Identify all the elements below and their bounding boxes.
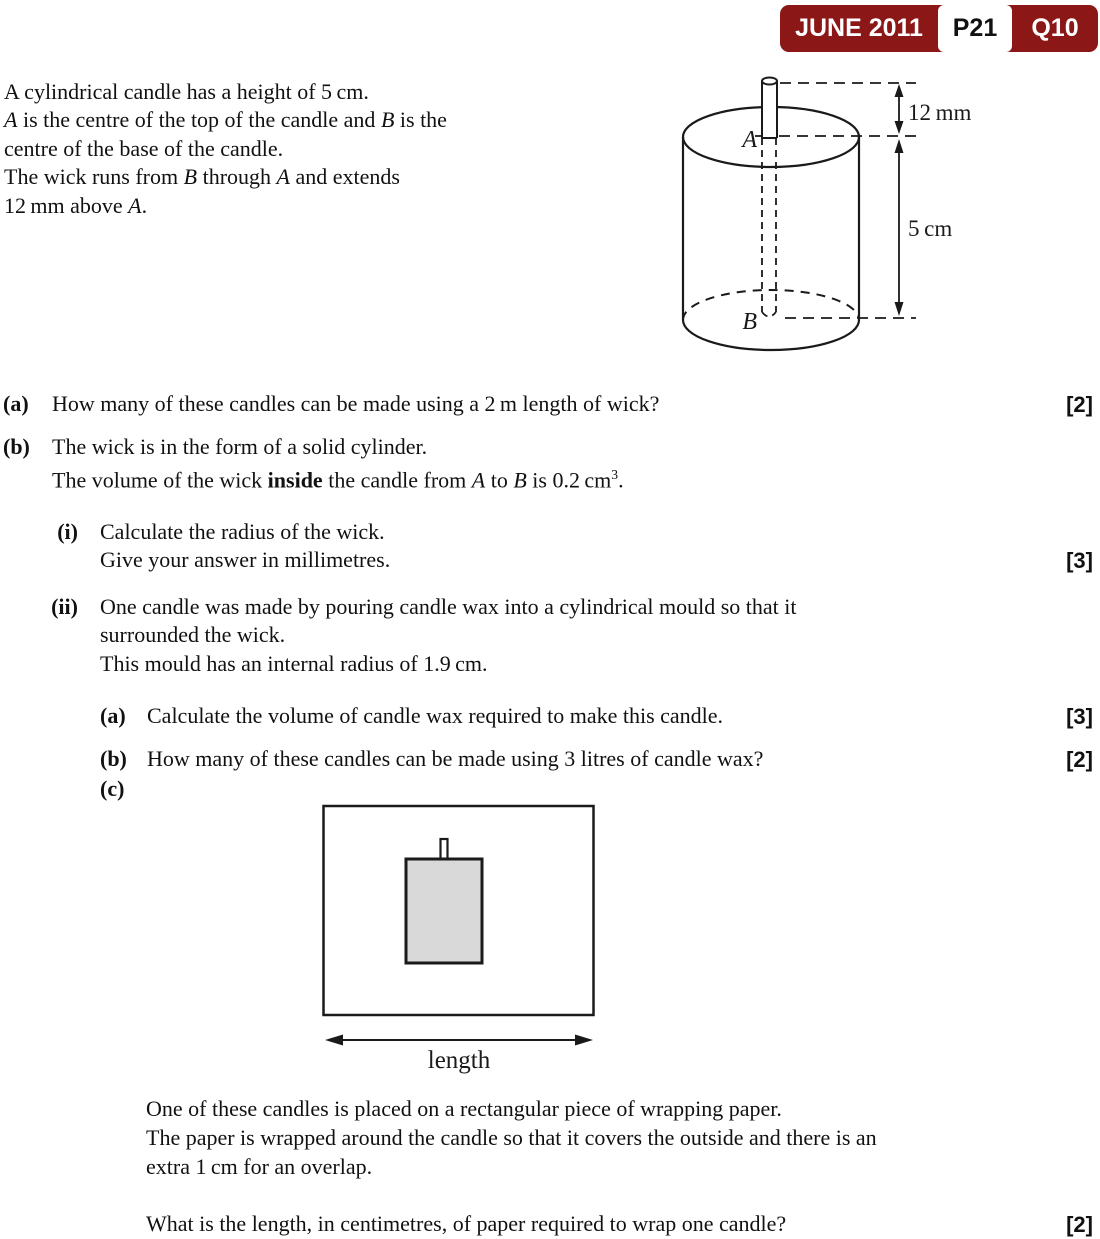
question-text <box>147 701 723 730</box>
point-a-label: A <box>742 127 757 153</box>
wrapping-paper-diagram <box>310 795 610 1085</box>
question-part-label: (b) <box>100 746 127 771</box>
length-arrow <box>325 1035 593 1046</box>
question-row <box>0 620 1100 650</box>
text-segment: The wick runs from <box>4 164 184 190</box>
candle-height-dimension-label: 5 cm <box>908 216 953 241</box>
question-text <box>146 1209 786 1238</box>
text-segment: How many of these candles can be made using a 2 m length of wick? <box>52 391 660 416</box>
question-text <box>146 1152 372 1181</box>
question-text <box>52 460 624 494</box>
question-text <box>147 744 763 773</box>
marks-badge: [3] <box>1066 704 1093 729</box>
text-segment: B <box>513 467 527 493</box>
question-text <box>146 1123 877 1152</box>
question-text <box>100 649 488 678</box>
text-segment: What is the length, in centimetres, of paper required to wrap one candle? <box>146 1211 787 1236</box>
text-segment: to <box>485 467 514 493</box>
question-part-label: (a) <box>100 703 126 728</box>
text-segment: The paper is wrapped around the candle so that it covers the outside and there is an <box>146 1125 877 1150</box>
question-row <box>0 460 1100 493</box>
text-segment: inside <box>267 467 323 493</box>
question-part-label: (ii) <box>51 594 78 619</box>
point-b-label: B <box>742 309 757 335</box>
question-part-label: (a) <box>3 391 29 416</box>
marks-badge: [2] <box>1066 747 1093 772</box>
text-segment: . <box>141 192 148 218</box>
text-segment: 12 mm above <box>4 192 129 218</box>
text-segment: the candle from <box>322 467 472 493</box>
wick-extension-dimension-label: 12 mm <box>908 100 972 125</box>
question-text <box>146 1094 782 1123</box>
text-segment: surrounded the wick. <box>100 622 286 647</box>
question-row <box>0 1094 1100 1124</box>
question-part-label: (i) <box>57 519 78 544</box>
candle-wick-rect <box>441 839 448 860</box>
text-segment: 3 <box>611 467 619 482</box>
question-text <box>52 389 659 418</box>
question-row <box>0 389 1100 419</box>
question-part-label: (b) <box>3 434 30 459</box>
badge-session-label: JUNE 2011 <box>795 14 923 42</box>
question-part-label: (c) <box>100 776 125 801</box>
text-segment: One of these candles is placed on a rectangular piece of wrapping paper. <box>146 1096 782 1121</box>
question-row <box>0 1152 1100 1182</box>
text-segment: is the centre of the top of the candle and <box>17 107 381 133</box>
text-segment: A <box>128 192 142 218</box>
text-segment: A <box>4 107 18 133</box>
text-segment: How many of these candles can be made using 3 litres of candle wax? <box>147 746 764 771</box>
question-row <box>0 1123 1100 1153</box>
text-segment: Calculate the volume of candle wax required to make this candle. <box>147 703 724 728</box>
question-row <box>0 1209 1100 1239</box>
question-text <box>100 517 385 546</box>
text-segment: extra 1 cm for an overlap. <box>146 1154 373 1179</box>
text-segment: The wick is in the form of a solid cylinder. <box>52 434 428 459</box>
text-segment: A <box>276 164 290 190</box>
question-text <box>100 620 285 649</box>
text-segment: centre of the base of the candle. <box>4 135 284 161</box>
question-text <box>100 592 796 621</box>
length-label: length <box>427 1047 491 1074</box>
question-text <box>100 545 390 574</box>
text-segment: This mould has an internal radius of 1.9 cm. <box>100 651 488 676</box>
text-segment: A <box>471 467 486 493</box>
text-segment: A cylindrical candle has a height of 5 cm. <box>4 79 369 104</box>
text-segment: Give your answer in millimetres. <box>100 547 391 572</box>
text-segment: One candle was made by pouring candle wax into a cylindrical mould so that it <box>100 594 797 619</box>
text-segment: is the <box>394 107 447 133</box>
text-segment: is 0.2 cm <box>526 467 612 493</box>
question-text <box>52 432 427 461</box>
question-row <box>0 701 1100 731</box>
question-row <box>0 545 1100 575</box>
text-segment: through <box>197 164 277 190</box>
text-segment: . <box>618 467 624 493</box>
question-row <box>0 517 1100 547</box>
text-segment: Calculate the radius of the wick. <box>100 519 385 544</box>
text-segment: B <box>380 107 395 133</box>
marks-badge: [3] <box>1066 548 1093 573</box>
badge-question-label: Q10 <box>1031 14 1079 42</box>
text-segment: and extends <box>289 164 400 190</box>
marks-badge: [2] <box>1066 392 1093 417</box>
text-segment: B <box>183 164 198 190</box>
text-segment: The volume of the wick <box>52 467 268 493</box>
badge-paper-label: P21 <box>938 5 1012 52</box>
question-row <box>0 432 1100 462</box>
question-row <box>0 649 1100 679</box>
candle-rect <box>406 859 482 963</box>
marks-badge: [2] <box>1066 1212 1093 1237</box>
question-row <box>0 592 1100 622</box>
question-row <box>0 744 1100 774</box>
